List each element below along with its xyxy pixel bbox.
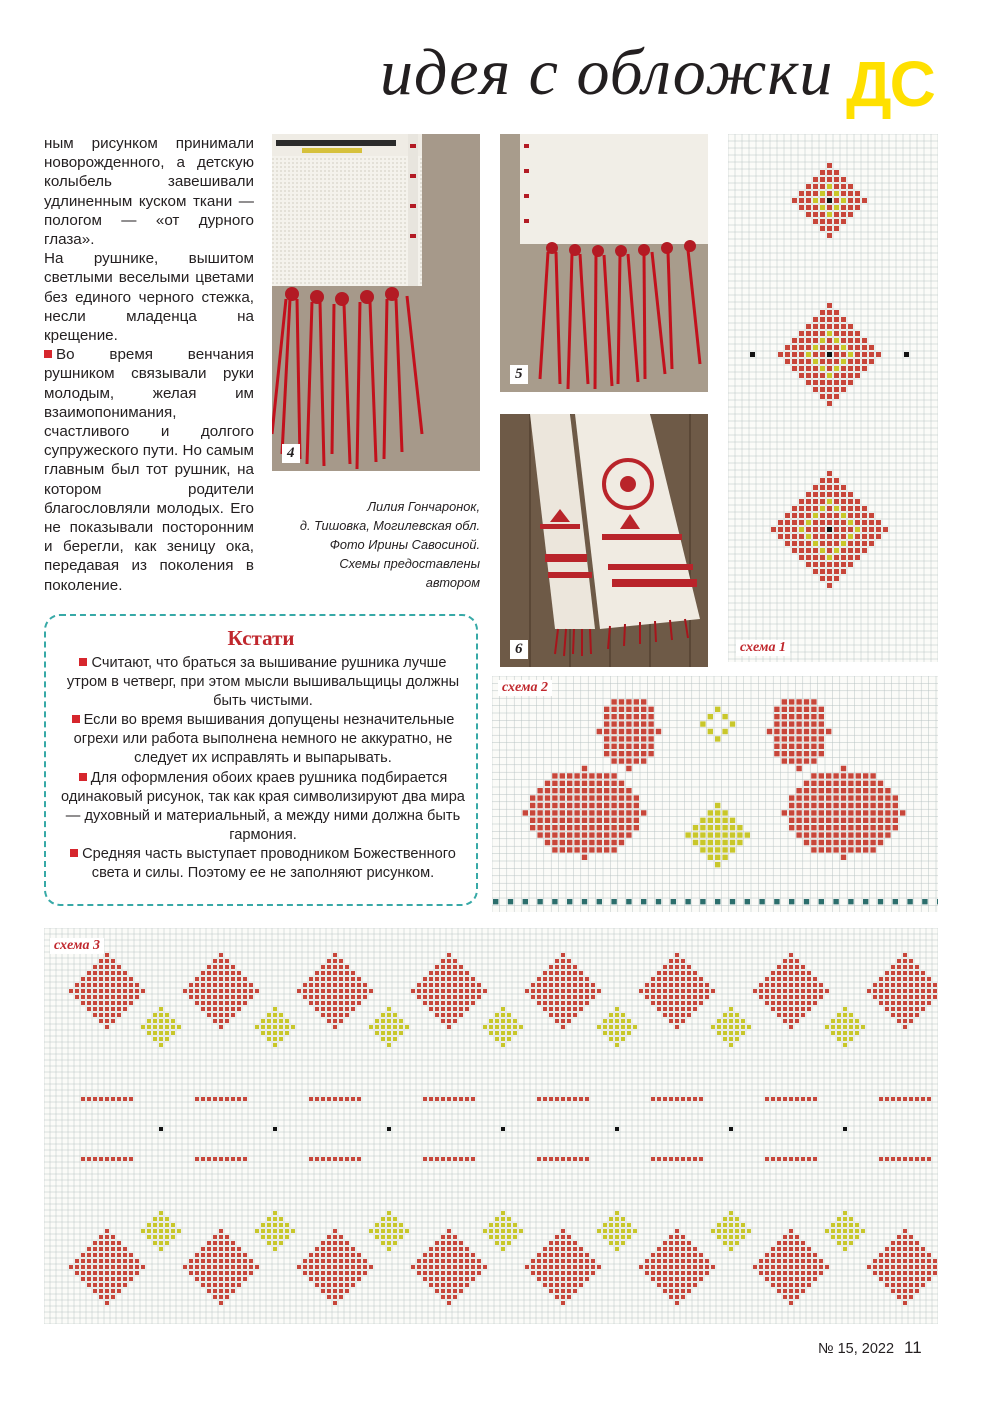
scheme-2-grid [492, 676, 938, 912]
photo-number: 5 [510, 365, 528, 384]
page-header-title: идея с обложки [380, 36, 834, 109]
page-footer [818, 1338, 922, 1358]
info-item-text: Средняя часть выступает проводником Божественного света и силы. Поэтому ее не заполняют рисунком. [82, 845, 456, 882]
photo-number: 4 [282, 444, 300, 463]
scheme-2-chart [492, 676, 938, 912]
magazine-logo: ДС [846, 48, 934, 120]
scheme-1-chart [728, 134, 938, 662]
photo-towel-fringe-5 [500, 134, 708, 392]
photo-5-illustration [500, 134, 708, 392]
scheme-3-grid [44, 928, 938, 1324]
photo-number: 6 [510, 640, 528, 659]
scheme-3-chart [44, 928, 938, 1324]
body-paragraph-text: Во время венчания рушником связывали руки молодым, желая им взаимопонимания, счастливого и долгого супружеского пути. Но самым главным был тот рушник, на котором родители благословляли молодых. Его не показывали посторонним и берегли, как зеницу ока, передавая из поколения в поколение. [44, 346, 254, 594]
scheme-1-grid [728, 134, 938, 662]
caption-place: д. Тишовка, Могилевская обл. [299, 518, 480, 533]
photo-rushnik-6 [500, 414, 708, 667]
photo-caption [272, 497, 480, 592]
info-item-text: Для оформления обоих краев рушника подбирается одинаковый рисунок, так как края символизируют два мира — духовный и материальный, а между ними должна быть гармония. [61, 769, 465, 843]
info-box-title: Кстати [227, 626, 295, 650]
bullet-icon [79, 658, 87, 666]
caption-schemes-credit: автором [425, 575, 480, 590]
bullet-icon [79, 773, 87, 781]
page-number: 11 [904, 1338, 922, 1357]
info-item [58, 711, 468, 768]
article-body [44, 134, 254, 595]
bullet-icon [72, 715, 80, 723]
body-paragraph: На рушнике, вышитом светлыми веселыми цветами без единого черного стежка, несли младенца на крещение. [44, 250, 254, 345]
info-item-text: Если во время вышивания допущены незначительные огрехи или работа выполнена немного не аккуратно, не следует их исправлять и выпарывать. [73, 712, 455, 767]
photo-6-illustration [500, 414, 708, 667]
photo-4-illustration [272, 134, 480, 471]
body-paragraph [44, 345, 254, 595]
body-paragraph: ным рисунком принимали новорожденного, а детскую колыбель завешивали удлиненным куском ткани — пологом — «от дурного глаза». [44, 135, 254, 249]
photo-towel-fringe-4 [272, 134, 480, 471]
caption-photo-credit: Фото Ирины Савосиной. [329, 537, 480, 552]
info-box-kstati [44, 614, 478, 906]
caption-author: Лилия Гончаронок, [367, 499, 480, 514]
bullet-icon [70, 849, 78, 857]
info-item [58, 654, 468, 711]
info-item [58, 845, 468, 883]
info-item [58, 769, 468, 845]
scheme-label: схема 3 [50, 938, 104, 954]
caption-schemes-credit: Схемы предоставлены [339, 556, 480, 571]
issue-number: № 15, 2022 [818, 1341, 895, 1357]
bullet-icon [44, 350, 52, 358]
info-item-text: Считают, что браться за вышивание рушника лучше утром в четверг, при этом мысли вышивальщицы должны быть чистыми. [66, 655, 460, 710]
scheme-label: схема 1 [736, 640, 790, 656]
info-box-body [58, 654, 468, 883]
scheme-label: схема 2 [498, 680, 552, 696]
